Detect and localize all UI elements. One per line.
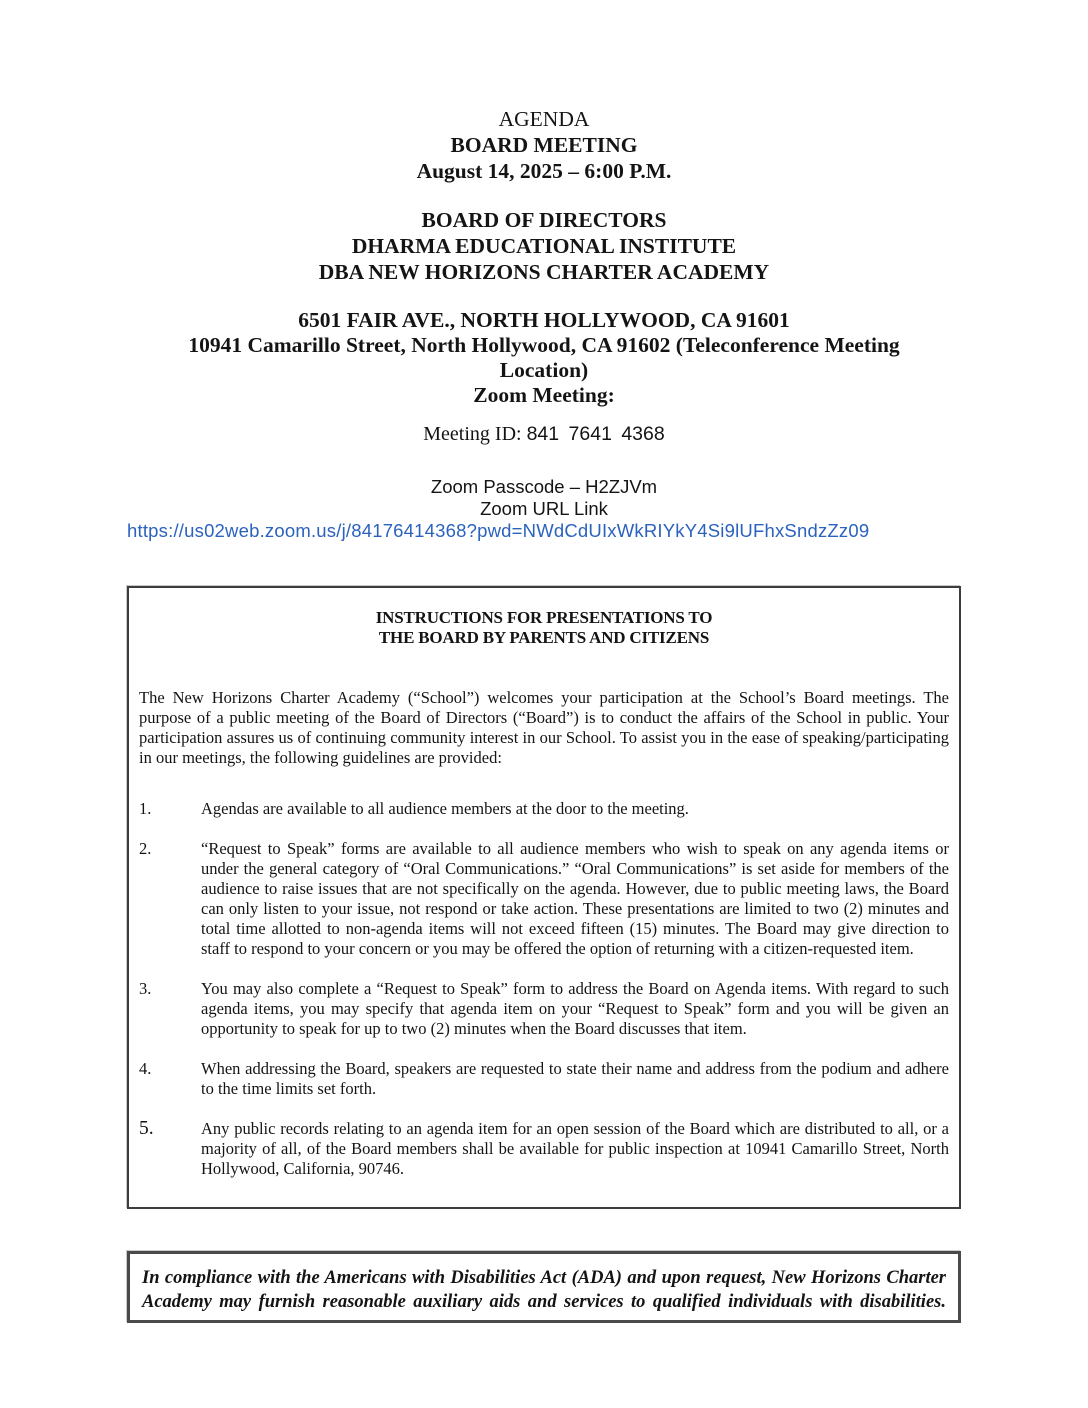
- instructions-title-line1: INSTRUCTIONS FOR PRESENTATIONS TO: [375, 608, 713, 627]
- meeting-title-heading: BOARD MEETING: [450, 133, 638, 157]
- list-item-text: When addressing the Board, speakers are requested to state their name and address from the podium and adhere to the time limits set forth.: [201, 1059, 949, 1098]
- org-line-board: BOARD OF DIRECTORS: [421, 208, 667, 232]
- list-item: [139, 799, 949, 819]
- list-item-number: 4.: [139, 1059, 152, 1078]
- document-header: [0, 106, 1088, 520]
- zoom-meeting-heading: Zoom Meeting:: [473, 383, 615, 407]
- instructions-intro-paragraph: The New Horizons Charter Academy (“School”) welcomes your participation at the School’s Board meetings. The purpose of a public meeting of the Board of Directors (“Board”) is to conduct the affairs of the School in public. Your participation assures us of continuing community interest in our School. To assist you in the ease of speaking/participating in our meetings, the following guidelines are provided:: [139, 688, 949, 767]
- list-item-number: 1.: [139, 799, 152, 818]
- list-item-number: 2.: [139, 839, 152, 858]
- ada-compliance-text: In compliance with the Americans with Disabilities Act (ADA) and upon request, New Horizons Charter Academy may furnish reasonable auxiliary aids and services to qualified individuals with disabilities.: [142, 1268, 946, 1312]
- org-line-institute: DHARMA EDUCATIONAL INSTITUTE: [351, 234, 737, 258]
- spacer: [0, 285, 1088, 308]
- instructions-title: [139, 608, 949, 648]
- list-item-text: You may also complete a “Request to Speak” form to address the Board on Agenda items. With regard to such agenda items, you may specify that agenda item on your “Request to Speak” form and you will be given an opportunity to speak for up to two (2) minutes when the Board discusses that item.: [201, 979, 949, 1038]
- zoom-url-row: [127, 520, 961, 542]
- meeting-id-label: Meeting ID:: [423, 423, 527, 445]
- list-item-text: Any public records relating to an agenda item for an open session of the Board which are distributed to all, or a majority of all, of the Board members shall be available for public inspection at 10941 Camarillo Street, North Hollywood, California, 90746.: [201, 1119, 949, 1178]
- address-line-1: 6501 FAIR AVE., NORTH HOLLYWOOD, CA 91601: [298, 308, 790, 332]
- list-item-number: 5.: [139, 1118, 154, 1139]
- instructions-numbered-list: [139, 799, 949, 1179]
- list-item-text: Agendas are available to all audience members at the door to the meeting.: [201, 799, 689, 818]
- spacer: [0, 184, 1088, 207]
- meeting-id-value: 841 7641 4368: [526, 423, 665, 445]
- list-item: [139, 979, 949, 1039]
- instructions-box: [127, 586, 961, 1209]
- meeting-id-row: [0, 422, 1088, 446]
- list-item: [139, 839, 949, 959]
- address-line-3: Location): [499, 358, 589, 382]
- list-item: [139, 1059, 949, 1099]
- org-line-dba: DBA NEW HORIZONS CHARTER ACADEMY: [318, 260, 770, 284]
- zoom-url-link[interactable]: https://us02web.zoom.us/j/84176414368?pwd=NWdCdUIxWkRIYkY4Si9lUFhxSndzZz09: [127, 520, 870, 541]
- zoom-url-label: Zoom URL Link: [480, 498, 608, 519]
- doc-type-heading: AGENDA: [498, 107, 590, 131]
- ada-compliance-box: [127, 1251, 961, 1323]
- address-line-2: 10941 Camarillo Street, North Hollywood, CA 91602 (Teleconference Meeting: [188, 333, 900, 357]
- list-item-number: 3.: [139, 979, 152, 998]
- meeting-datetime: August 14, 2025 – 6:00 P.M.: [416, 159, 672, 183]
- zoom-access-block: [0, 476, 1088, 520]
- zoom-passcode: Zoom Passcode – H2ZJVm: [430, 476, 658, 497]
- list-item: [139, 1119, 949, 1179]
- instructions-title-line2: THE BOARD BY PARENTS AND CITIZENS: [378, 628, 710, 647]
- list-item-text: “Request to Speak” forms are available to all audience members who wish to speak on any agenda items or under the general category of “Oral Communications.” “Oral Communications” is set aside for members of the audience to raise issues that are not specifically on the agenda. However, due to public meeting laws, the Board can only listen to your issue, not respond or take action. These presentations are limited to two (2) minutes and total time allotted to non-agenda items will not exceed fifteen (15) minutes. The Board may give direction to staff to respond to your concern or you may be offered the option of returning with a citizen-requested item.: [201, 839, 949, 958]
